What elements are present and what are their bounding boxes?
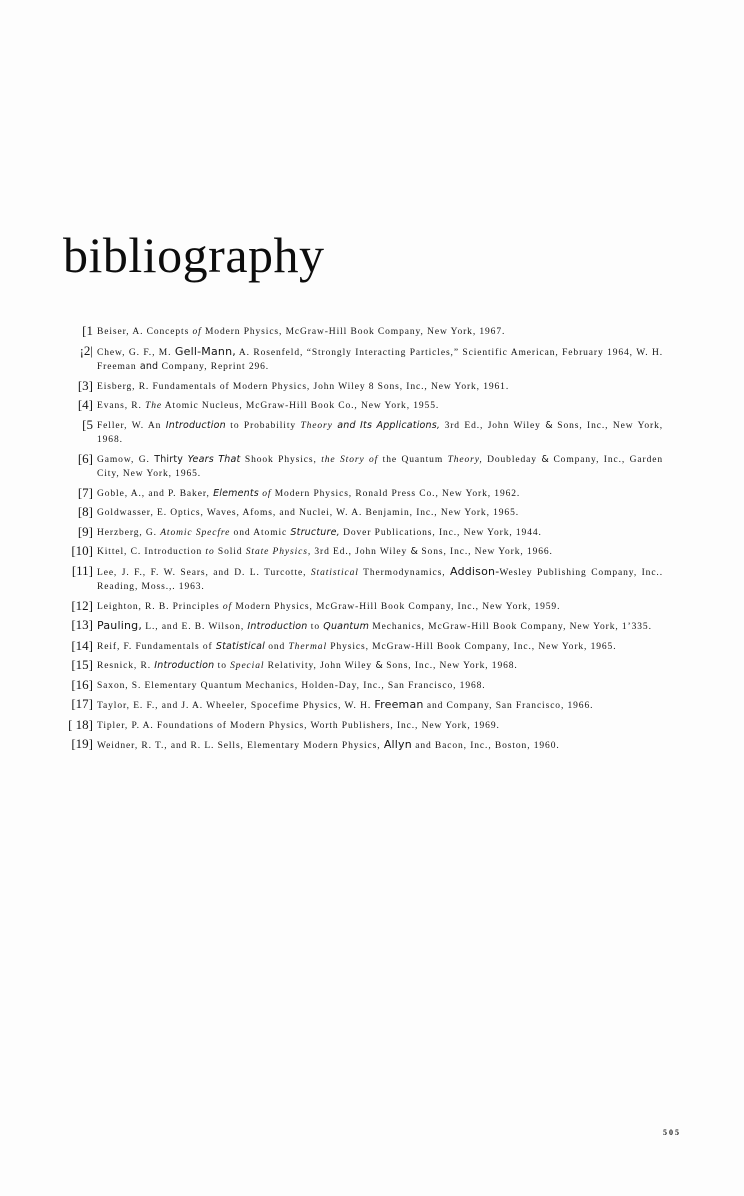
entry-citation: Goldwasser, E. Optics, Waves, Afoms, and Nuclei, W. A. Benjamin, Inc., New York, 1965. (97, 508, 520, 518)
entry-number: [3] (77, 377, 93, 393)
page-title: bibliography (63, 226, 325, 283)
bibliography-entry (63, 619, 663, 635)
entry-number: [1 (82, 323, 93, 338)
entry-citation: Leighton, R. B. Principles of Modern Physics, McGraw-Hill Book Company, Inc., New York, 1959. (97, 601, 561, 612)
entry-number: [7] (77, 484, 93, 500)
bibliography-entry (63, 416, 664, 448)
bibliography-entry (63, 450, 664, 482)
entry-number: [4] (77, 397, 93, 412)
entry-number: [8] (77, 504, 93, 519)
bibliography-entry (63, 399, 663, 414)
entry-citation: Saxon, S. Elementary Quantum Mechanics, Holden-Day, Inc., San Francisco, 1968. (97, 680, 486, 691)
bibliography-entry (63, 342, 663, 375)
entry-number: [13] (71, 617, 93, 632)
entry-number: [10] (71, 543, 93, 558)
bibliography-entry (63, 325, 663, 340)
entry-number: [14] (71, 637, 93, 653)
entry-citation: Lee, J. F., F. W. Sears, and D. L. Turcotte, Statistical Thermodynamics, Addison-Wesley Publishing Company, Inc.. Reading, Moss.,. 1963. (97, 564, 663, 592)
entry-number: [ 18] (68, 716, 93, 732)
bibliography-entry (63, 597, 663, 615)
entry-number: [6] (77, 450, 93, 466)
entry-citation: Beiser, A. Concepts of Modern Physics, McGraw-Hill Book Company, New York, 1967. (97, 327, 506, 337)
entry-citation: Tipler, P. A. Foundations of Modern Physics, Worth Publishers, Inc., New York, 1969. (97, 720, 500, 731)
entry-citation: Gamow, G. Thirty Years That Shook Physics, the Story of the Quantum Theory, Doubleday & Company, Inc., Garden City, New York, 1965. (97, 453, 664, 479)
bibliography-entry (63, 377, 663, 395)
bibliography-entry (63, 484, 663, 502)
entry-number: ¡2| (79, 342, 93, 358)
bibliography-entry (63, 676, 663, 694)
entry-number: [16] (71, 676, 93, 692)
bibliography-entry (63, 738, 663, 754)
bibliography-list (63, 325, 663, 759)
entry-citation: Feller, W. An Introduction to Probability Theory and Its Applications, 3rd Ed., John Wiley & Sons, Inc., New York, 1968. (97, 419, 664, 445)
entry-citation: Taylor, E. F., and J. A. Wheeler, Spocefime Physics, W. H. Freeman and Company, San Francisco, 1966. (97, 698, 594, 711)
bibliography-entry (63, 698, 663, 714)
entry-citation: Chew, G. F., M. Gell-Mann, A. Rosenfeld, “Strongly Interacting Particles,” Scientific American, February 1964, W. H. Freeman and Company, Reprint 296. (97, 344, 663, 372)
entry-number: [17] (71, 696, 93, 711)
bibliography-entry (63, 523, 663, 541)
entry-citation: Kittel, C. Introduction to Solid State Physics, 3rd Ed., John Wiley & Sons, Inc., New York, 1966. (97, 546, 553, 557)
entry-number: [5 (82, 416, 93, 432)
entry-citation: Herzberg, G. Atomic Specfre ond Atomic Structure, Dover Publications, Inc., New York, 1944. (97, 526, 542, 538)
bibliography-entry (63, 506, 663, 521)
bibliography-entry (63, 562, 663, 595)
entry-citation: Pauling, L., and E. B. Wilson, Introduction to Quantum Mechanics, McGraw-Hill Book Company, New York, 1’335. (97, 619, 652, 632)
bibliography-entry (63, 545, 663, 560)
entry-citation: Eisberg, R. Fundamentals of Modern Physics, John Wiley 8 Sons, Inc., New York, 1961. (97, 381, 510, 392)
entry-number: [15] (71, 657, 93, 672)
bibliography-entry (63, 637, 663, 655)
entry-number: [11] (71, 562, 93, 578)
entry-number: [19] (71, 736, 93, 751)
entry-citation: Resnick, R. Introduction to Special Relativity, John Wiley & Sons, Inc., New York, 1968. (97, 660, 518, 671)
entry-number: [9] (77, 523, 93, 539)
entry-citation: Goble, A., and P. Baker, Elements of Modern Physics, Ronald Press Co., New York, 1962. (97, 487, 521, 499)
entry-citation: Reif, F. Fundamentals of Statistical ond Thermal Physics, McGraw-Hill Book Company, Inc., New York, 1965. (97, 640, 617, 652)
bibliography-entry (63, 659, 663, 674)
page-number: 505 (663, 1128, 681, 1137)
entry-citation: Evans, R. The Atomic Nucleus, McGraw-Hill Book Co., New York, 1955. (97, 401, 440, 411)
entry-citation: Weidner, R. T., and R. L. Sells, Elementary Modern Physics, Allyn and Bacon, Inc., Boston, 1960. (97, 738, 560, 751)
entry-number: [12] (71, 597, 93, 613)
bibliography-entry (63, 716, 663, 734)
